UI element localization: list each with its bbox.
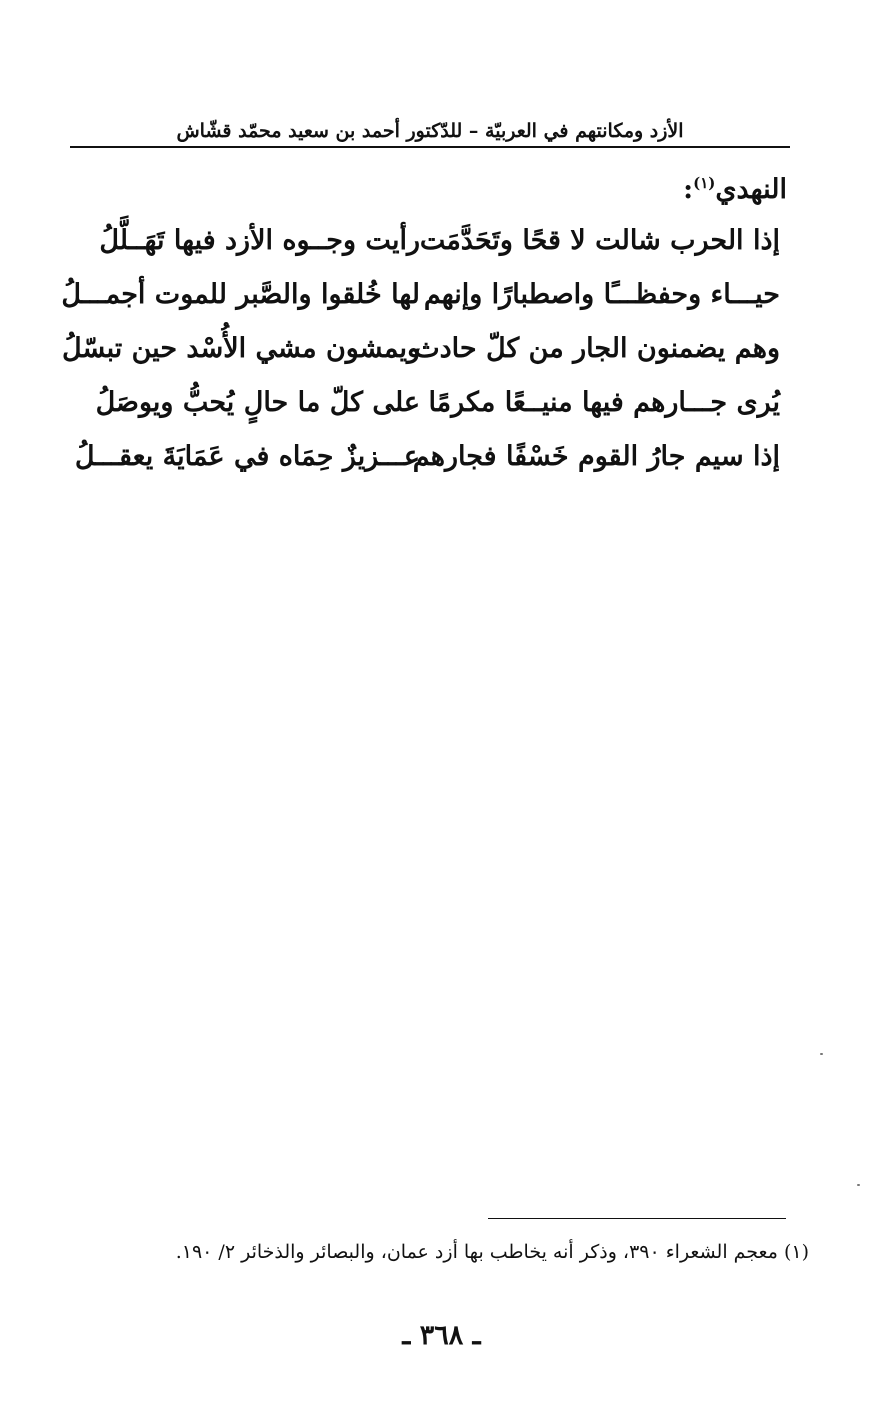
verse-second-hemistich: عـــزيزٌ حِمَاه في عَمَايَةَ يعقـــلُ xyxy=(74,441,420,472)
footnote: (١) معجم الشعراء ٣٩٠، وذكر أنه يخاطب بها أزد عمان، والبصائر والذخائر ٢/ ١٩٠. xyxy=(175,1241,809,1263)
heading-colon: : xyxy=(683,174,694,205)
verse-line xyxy=(95,376,780,430)
verse-first-hemistich: إذا الحرب شالت لا قحًا وتَحَدَّمَت xyxy=(419,225,780,256)
verse-second-hemistich: لها خُلقوا والصَّبر للموت أجمـــلُ xyxy=(61,279,420,310)
verse-first-hemistich: وهم يضمنون الجار من كلّ حادث xyxy=(414,333,780,364)
verse-line xyxy=(62,322,780,376)
verse-line xyxy=(61,268,780,322)
footnote-reference: (١) xyxy=(693,174,716,192)
verse-line xyxy=(74,430,780,484)
verse-second-hemistich: رأيت وجــوه الأزد فيها تَهَــلَّلُ xyxy=(99,225,420,256)
page-number: ـ ٣٦٨ ـ xyxy=(402,1320,481,1351)
running-header: الأزد ومكانتهم في العربيّة – للدّكتور أحمد بن سعيد محمّد قشّاش xyxy=(176,120,684,142)
poem-verses xyxy=(61,214,780,484)
verse-second-hemistich: على كلّ ما حالٍ يُحبُّ ويوصَلُ xyxy=(95,387,420,418)
verse-first-hemistich: يُرى جـــارهم فيها منيــعًا مكرمًا xyxy=(428,387,780,418)
verse-second-hemistich: ويمشون مشي الأُسْد حين تبسّلُ xyxy=(62,333,420,364)
poet-heading xyxy=(683,165,787,208)
header-rule xyxy=(70,146,790,148)
verse-first-hemistich: إذا سيم جارُ القوم خَسْفًا فجارهم xyxy=(412,441,780,472)
verse-line xyxy=(99,214,780,268)
scan-speck xyxy=(820,1053,823,1055)
poet-name: النهدي xyxy=(715,174,787,205)
footnote-rule xyxy=(488,1218,786,1219)
verse-first-hemistich: حيـــاء وحفظـــًا واصطبارًا وإنهم xyxy=(423,279,780,310)
scan-speck xyxy=(857,1184,860,1186)
